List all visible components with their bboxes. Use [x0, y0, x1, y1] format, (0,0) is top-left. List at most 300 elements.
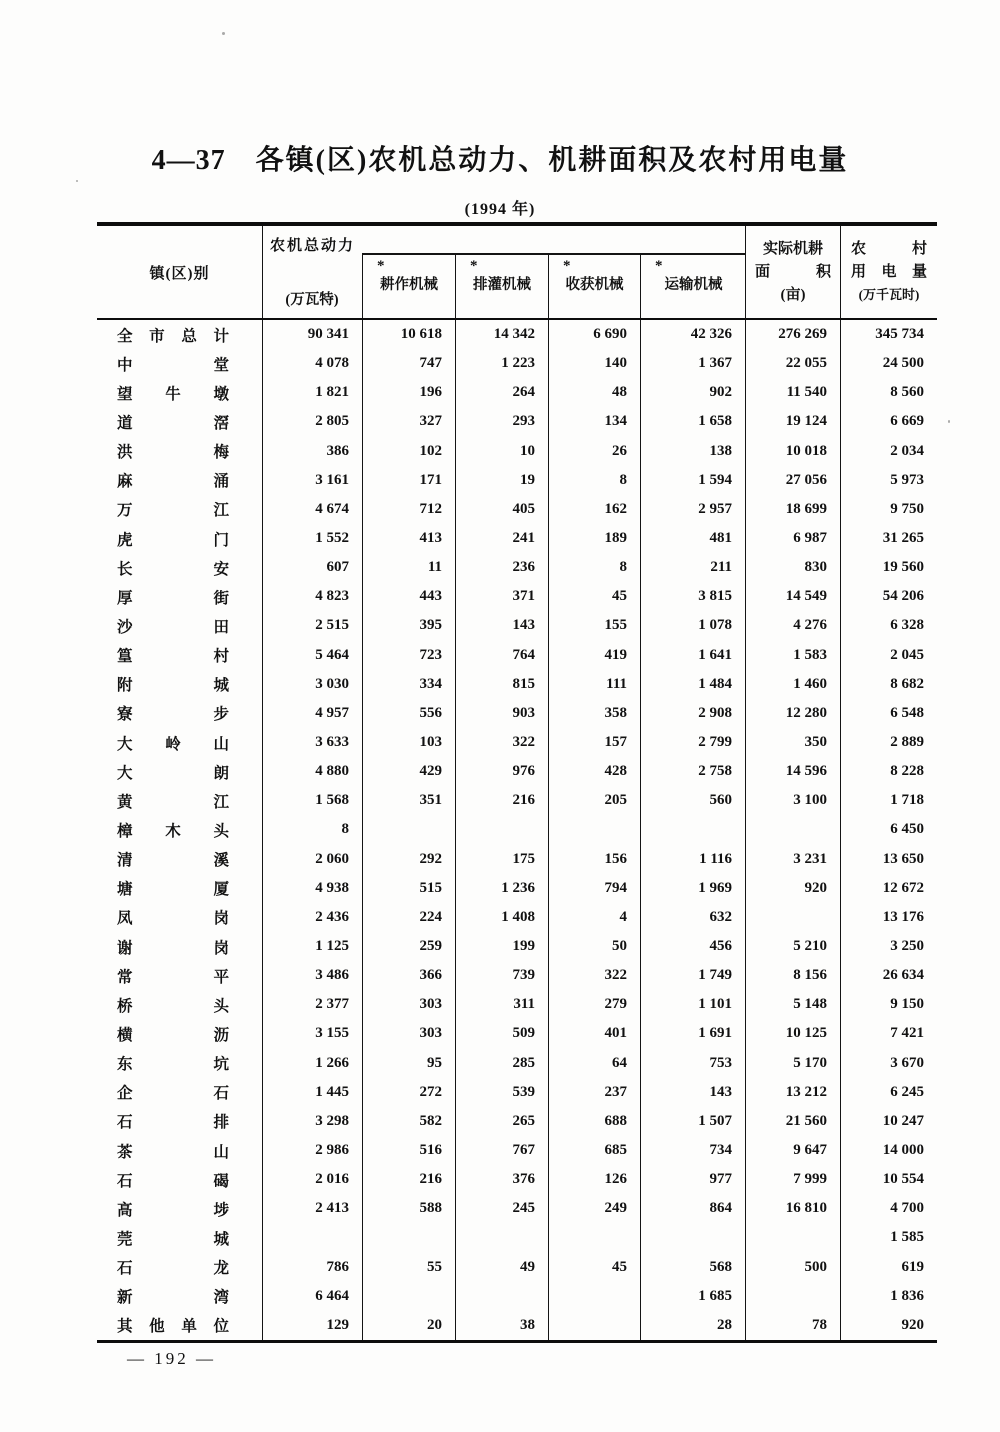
- value-cell: 265: [455, 1107, 548, 1136]
- table-row: [97, 437, 937, 466]
- value-cell: 6 669: [840, 407, 937, 436]
- value-cell: 2 515: [262, 611, 362, 640]
- value-cell: 8 560: [840, 378, 937, 407]
- value-cell: [362, 1223, 455, 1252]
- value-cell: [455, 815, 548, 844]
- table-row: [97, 378, 937, 407]
- value-cell: 2 758: [640, 757, 745, 786]
- value-cell: 156: [548, 845, 640, 874]
- value-cell: 1 367: [640, 349, 745, 378]
- value-cell: 6 245: [840, 1078, 937, 1107]
- value-cell: 27 056: [745, 466, 840, 495]
- value-cell: 171: [362, 466, 455, 495]
- town-name-cell: 桥 头: [117, 997, 229, 1015]
- value-cell: 413: [362, 524, 455, 553]
- town-name-cell: 附 城: [117, 677, 229, 695]
- table-row: [97, 670, 937, 699]
- table-row: [97, 786, 937, 815]
- table-row: [97, 903, 937, 932]
- value-cell: 920: [840, 1311, 937, 1340]
- value-cell: 2 034: [840, 437, 937, 466]
- town-name-cell: 清 溪: [117, 852, 229, 870]
- value-cell: 38: [455, 1311, 548, 1340]
- table-row: [97, 1136, 937, 1165]
- town-name-cell: 塘 厦: [117, 881, 229, 899]
- page-subtitle: (1994 年): [464, 201, 536, 218]
- table-row: [97, 1282, 937, 1311]
- value-cell: [362, 1282, 455, 1311]
- value-cell: 14 000: [840, 1136, 937, 1165]
- value-cell: 568: [640, 1253, 745, 1282]
- value-cell: 14 549: [745, 582, 840, 611]
- value-cell: 285: [455, 1049, 548, 1078]
- value-cell: 3 670: [840, 1049, 937, 1078]
- value-cell: 4 938: [262, 874, 362, 903]
- value-cell: 1 484: [640, 670, 745, 699]
- value-cell: [455, 1282, 548, 1311]
- value-cell: 4 823: [262, 582, 362, 611]
- value-cell: 607: [262, 553, 362, 582]
- header-town-column: 镇(区)别: [97, 226, 263, 318]
- scan-speck: [948, 420, 950, 423]
- value-cell: 19 124: [745, 407, 840, 436]
- town-name-cell: 大 朗: [117, 764, 229, 782]
- page-title: [0, 138, 1000, 178]
- value-cell: 443: [362, 582, 455, 611]
- value-cell: 45: [548, 1253, 640, 1282]
- value-cell: 8: [548, 553, 640, 582]
- table-row: [97, 349, 937, 378]
- value-cell: 1 718: [840, 786, 937, 815]
- table-row: [97, 1019, 937, 1048]
- value-cell: 6 987: [745, 524, 840, 553]
- town-name-cell: 篁 村: [117, 648, 229, 666]
- value-cell: 3 298: [262, 1107, 362, 1136]
- value-cell: 13 650: [840, 845, 937, 874]
- value-cell: 588: [362, 1194, 455, 1223]
- value-cell: 55: [362, 1253, 455, 1282]
- town-name-cell: 凤 岗: [117, 910, 229, 928]
- value-cell: 3 486: [262, 961, 362, 990]
- value-cell: 21 560: [745, 1107, 840, 1136]
- value-cell: 8 228: [840, 757, 937, 786]
- value-cell: 401: [548, 1019, 640, 1048]
- value-cell: 4 700: [840, 1194, 937, 1223]
- value-cell: 376: [455, 1165, 548, 1194]
- value-cell: 4 078: [262, 349, 362, 378]
- table-row: [97, 495, 937, 524]
- value-cell: 155: [548, 611, 640, 640]
- value-cell: [548, 815, 640, 844]
- value-cell: 276 269: [745, 320, 840, 349]
- header-subcol-harvest: * 收获机械: [549, 255, 641, 318]
- value-cell: 175: [455, 845, 548, 874]
- table-row: [97, 757, 937, 786]
- value-cell: 8: [262, 815, 362, 844]
- town-name-cell: 企 石: [117, 1085, 229, 1103]
- value-cell: [745, 1282, 840, 1311]
- value-cell: 556: [362, 699, 455, 728]
- town-name-cell: 望 牛 墩: [117, 385, 229, 403]
- value-cell: 216: [455, 786, 548, 815]
- value-cell: 2 045: [840, 641, 937, 670]
- scan-speck: [222, 32, 225, 35]
- value-cell: 10: [455, 437, 548, 466]
- town-name-cell: 寮 步: [117, 706, 229, 724]
- value-cell: 9 647: [745, 1136, 840, 1165]
- value-cell: 8 156: [745, 961, 840, 990]
- value-cell: 334: [362, 670, 455, 699]
- value-cell: 10 018: [745, 437, 840, 466]
- value-cell: 1 685: [640, 1282, 745, 1311]
- value-cell: 582: [362, 1107, 455, 1136]
- value-cell: 327: [362, 407, 455, 436]
- town-name-cell: 大 岭 山: [117, 735, 229, 753]
- town-name-cell: 麻 涌: [117, 473, 229, 491]
- value-cell: 2 957: [640, 495, 745, 524]
- value-cell: 1 507: [640, 1107, 745, 1136]
- value-cell: 272: [362, 1078, 455, 1107]
- town-name-cell: 沙 田: [117, 618, 229, 636]
- value-cell: 5 210: [745, 932, 840, 961]
- table-row: [97, 553, 937, 582]
- value-cell: 10 618: [362, 320, 455, 349]
- value-cell: 1 116: [640, 845, 745, 874]
- value-cell: 19: [455, 466, 548, 495]
- value-cell: 632: [640, 903, 745, 932]
- value-cell: 8: [548, 466, 640, 495]
- value-cell: 26: [548, 437, 640, 466]
- value-cell: 830: [745, 553, 840, 582]
- table-row: [97, 728, 937, 757]
- value-cell: 7 999: [745, 1165, 840, 1194]
- value-cell: [262, 1223, 362, 1252]
- value-cell: 196: [362, 378, 455, 407]
- value-cell: 95: [362, 1049, 455, 1078]
- value-cell: 688: [548, 1107, 640, 1136]
- value-cell: 516: [362, 1136, 455, 1165]
- value-cell: 753: [640, 1049, 745, 1078]
- value-cell: 428: [548, 757, 640, 786]
- value-cell: 619: [840, 1253, 937, 1282]
- table-row: [97, 815, 937, 844]
- table-row: [97, 1253, 937, 1282]
- value-cell: 786: [262, 1253, 362, 1282]
- value-cell: 3 161: [262, 466, 362, 495]
- value-cell: 5 148: [745, 990, 840, 1019]
- value-cell: 211: [640, 553, 745, 582]
- value-cell: 78: [745, 1311, 840, 1340]
- value-cell: 345 734: [840, 320, 937, 349]
- footnote-marker: *: [470, 258, 478, 274]
- value-cell: 279: [548, 990, 640, 1019]
- value-cell: 14 342: [455, 320, 548, 349]
- town-name-cell: 东 坑: [117, 1056, 229, 1074]
- town-name-cell: 樟 木 头: [117, 822, 229, 840]
- value-cell: 129: [262, 1311, 362, 1340]
- table-row: [97, 407, 937, 436]
- header-machine-subcolumns: [362, 253, 745, 318]
- town-name-cell: 石 排: [117, 1114, 229, 1132]
- value-cell: 366: [362, 961, 455, 990]
- table-header: [97, 222, 937, 320]
- value-cell: 1 658: [640, 407, 745, 436]
- value-cell: 322: [548, 961, 640, 990]
- value-cell: 1 836: [840, 1282, 937, 1311]
- value-cell: 429: [362, 757, 455, 786]
- value-cell: 11: [362, 553, 455, 582]
- town-name-cell: 谢 岗: [117, 939, 229, 957]
- value-cell: 49: [455, 1253, 548, 1282]
- value-cell: 3 030: [262, 670, 362, 699]
- value-cell: 259: [362, 932, 455, 961]
- value-cell: 1 101: [640, 990, 745, 1019]
- value-cell: 350: [745, 728, 840, 757]
- table-row: [97, 699, 937, 728]
- value-cell: 103: [362, 728, 455, 757]
- value-cell: 189: [548, 524, 640, 553]
- town-name-cell: 莞 城: [117, 1230, 229, 1248]
- value-cell: 2 060: [262, 845, 362, 874]
- header-subcol-irrigation: * 排灌机械: [456, 255, 549, 318]
- value-cell: 18 699: [745, 495, 840, 524]
- value-cell: 3 100: [745, 786, 840, 815]
- table-row: [97, 1311, 937, 1340]
- value-cell: 2 377: [262, 990, 362, 1019]
- value-cell: 249: [548, 1194, 640, 1223]
- value-cell: 4 674: [262, 495, 362, 524]
- value-cell: 685: [548, 1136, 640, 1165]
- town-name-cell: 中 堂: [117, 356, 229, 374]
- table-row: [97, 932, 937, 961]
- footnote-marker: *: [377, 258, 385, 274]
- value-cell: 1 749: [640, 961, 745, 990]
- value-cell: 292: [362, 845, 455, 874]
- value-cell: 3 633: [262, 728, 362, 757]
- town-name-cell: 洪 梅: [117, 444, 229, 462]
- value-cell: 747: [362, 349, 455, 378]
- value-cell: 10 125: [745, 1019, 840, 1048]
- value-cell: 5 973: [840, 466, 937, 495]
- header-power-group: 农机总动力: [270, 238, 356, 254]
- value-cell: 12 672: [840, 874, 937, 903]
- value-cell: 1 583: [745, 641, 840, 670]
- value-cell: 157: [548, 728, 640, 757]
- value-cell: 5 464: [262, 641, 362, 670]
- value-cell: 311: [455, 990, 548, 1019]
- value-cell: 2 436: [262, 903, 362, 932]
- value-cell: 293: [455, 407, 548, 436]
- value-cell: 42 326: [640, 320, 745, 349]
- value-cell: 224: [362, 903, 455, 932]
- value-cell: [362, 815, 455, 844]
- value-cell: 236: [455, 553, 548, 582]
- value-cell: 1 223: [455, 349, 548, 378]
- value-cell: 20: [362, 1311, 455, 1340]
- value-cell: 10 554: [840, 1165, 937, 1194]
- value-cell: 405: [455, 495, 548, 524]
- value-cell: 3 250: [840, 932, 937, 961]
- value-cell: 140: [548, 349, 640, 378]
- value-cell: 303: [362, 1019, 455, 1048]
- value-cell: 2 413: [262, 1194, 362, 1223]
- value-cell: 509: [455, 1019, 548, 1048]
- value-cell: 24 500: [840, 349, 937, 378]
- value-cell: 111: [548, 670, 640, 699]
- value-cell: 767: [455, 1136, 548, 1165]
- value-cell: 6 328: [840, 611, 937, 640]
- value-cell: 2 986: [262, 1136, 362, 1165]
- value-cell: 143: [455, 611, 548, 640]
- value-cell: 2 805: [262, 407, 362, 436]
- table-row: [97, 1078, 937, 1107]
- town-name-cell: 常 平: [117, 968, 229, 986]
- value-cell: 245: [455, 1194, 548, 1223]
- value-cell: 13 212: [745, 1078, 840, 1107]
- town-name-cell: 高 埗: [117, 1201, 229, 1219]
- header-electricity-column: 农 村 用 电 量 (万千瓦时): [851, 241, 927, 302]
- table-row: [97, 1194, 937, 1223]
- page-number: — 192 —: [127, 1349, 216, 1368]
- value-cell: [745, 815, 840, 844]
- town-name-cell: 横 沥: [117, 1026, 229, 1044]
- value-cell: 1 445: [262, 1078, 362, 1107]
- value-cell: 12 280: [745, 699, 840, 728]
- value-cell: [455, 1223, 548, 1252]
- value-cell: 560: [640, 786, 745, 815]
- town-name-cell: 新 湾: [117, 1289, 229, 1307]
- value-cell: 1 691: [640, 1019, 745, 1048]
- value-cell: 903: [455, 699, 548, 728]
- value-cell: 539: [455, 1078, 548, 1107]
- value-cell: 920: [745, 874, 840, 903]
- value-cell: 4: [548, 903, 640, 932]
- value-cell: 1 641: [640, 641, 745, 670]
- value-cell: 126: [548, 1165, 640, 1194]
- value-cell: 6 690: [548, 320, 640, 349]
- header-subcol-transport: * 运输机械: [641, 255, 746, 318]
- table-row: [97, 1049, 937, 1078]
- value-cell: 143: [640, 1078, 745, 1107]
- value-cell: 1 408: [455, 903, 548, 932]
- value-cell: 395: [362, 611, 455, 640]
- header-area-column: 实际机耕 面 积 (亩): [755, 241, 831, 303]
- value-cell: 371: [455, 582, 548, 611]
- value-cell: 4 957: [262, 699, 362, 728]
- value-cell: 1 585: [840, 1223, 937, 1252]
- table-row: [97, 524, 937, 553]
- value-cell: 162: [548, 495, 640, 524]
- value-cell: [548, 1223, 640, 1252]
- value-cell: 241: [455, 524, 548, 553]
- value-cell: 3 815: [640, 582, 745, 611]
- value-cell: 64: [548, 1049, 640, 1078]
- value-cell: 902: [640, 378, 745, 407]
- value-cell: 205: [548, 786, 640, 815]
- table-row: [97, 641, 937, 670]
- table-title-text: 各镇(区)农机总动力、机耕面积及农村用电量: [255, 145, 849, 176]
- value-cell: 48: [548, 378, 640, 407]
- table-row: [97, 320, 937, 349]
- value-cell: 216: [362, 1165, 455, 1194]
- town-name-cell: 石 龙: [117, 1260, 229, 1278]
- value-cell: 864: [640, 1194, 745, 1223]
- value-cell: 500: [745, 1253, 840, 1282]
- value-cell: [548, 1282, 640, 1311]
- value-cell: 14 596: [745, 757, 840, 786]
- value-cell: [640, 815, 745, 844]
- value-cell: 976: [455, 757, 548, 786]
- town-name-cell: 厚 街: [117, 589, 229, 607]
- value-cell: 481: [640, 524, 745, 553]
- value-cell: 50: [548, 932, 640, 961]
- footnote-marker: *: [563, 258, 571, 274]
- value-cell: 11 540: [745, 378, 840, 407]
- value-cell: 13 176: [840, 903, 937, 932]
- value-cell: 31 265: [840, 524, 937, 553]
- town-name-cell: 茶 山: [117, 1143, 229, 1161]
- table-row: [97, 874, 937, 903]
- value-cell: 102: [362, 437, 455, 466]
- value-cell: 237: [548, 1078, 640, 1107]
- town-name-cell: 道 滘: [117, 414, 229, 432]
- value-cell: 712: [362, 495, 455, 524]
- value-cell: 4 276: [745, 611, 840, 640]
- town-name-cell: 全 市 总 计: [117, 327, 229, 345]
- footnote-marker: *: [655, 258, 663, 274]
- value-cell: 6 464: [262, 1282, 362, 1311]
- town-name-cell: 其 他 单 位: [117, 1318, 229, 1336]
- value-cell: 45: [548, 582, 640, 611]
- value-cell: 134: [548, 407, 640, 436]
- town-name-cell: 黄 江: [117, 793, 229, 811]
- value-cell: [548, 1311, 640, 1340]
- value-cell: 1 969: [640, 874, 745, 903]
- value-cell: 6 450: [840, 815, 937, 844]
- value-cell: 1 821: [262, 378, 362, 407]
- statistics-table: [97, 222, 937, 1343]
- value-cell: 1 552: [262, 524, 362, 553]
- value-cell: [640, 1223, 745, 1252]
- value-cell: 6 548: [840, 699, 937, 728]
- value-cell: 7 421: [840, 1019, 937, 1048]
- value-cell: 351: [362, 786, 455, 815]
- table-row: [97, 611, 937, 640]
- value-cell: 4 880: [262, 757, 362, 786]
- value-cell: 26 634: [840, 961, 937, 990]
- value-cell: 5 170: [745, 1049, 840, 1078]
- table-row: [97, 1223, 937, 1252]
- town-name-cell: 万 江: [117, 502, 229, 520]
- value-cell: 9 750: [840, 495, 937, 524]
- value-cell: 358: [548, 699, 640, 728]
- table-row: [97, 961, 937, 990]
- header-subcol-tillage: * 耕作机械: [363, 255, 456, 318]
- value-cell: 815: [455, 670, 548, 699]
- value-cell: 22 055: [745, 349, 840, 378]
- value-cell: 1 266: [262, 1049, 362, 1078]
- value-cell: 764: [455, 641, 548, 670]
- table-row: [97, 845, 937, 874]
- value-cell: 19 560: [840, 553, 937, 582]
- value-cell: 1 236: [455, 874, 548, 903]
- value-cell: 515: [362, 874, 455, 903]
- value-cell: 1 125: [262, 932, 362, 961]
- value-cell: 723: [362, 641, 455, 670]
- town-name-cell: 长 安: [117, 560, 229, 578]
- value-cell: 794: [548, 874, 640, 903]
- value-cell: 2 908: [640, 699, 745, 728]
